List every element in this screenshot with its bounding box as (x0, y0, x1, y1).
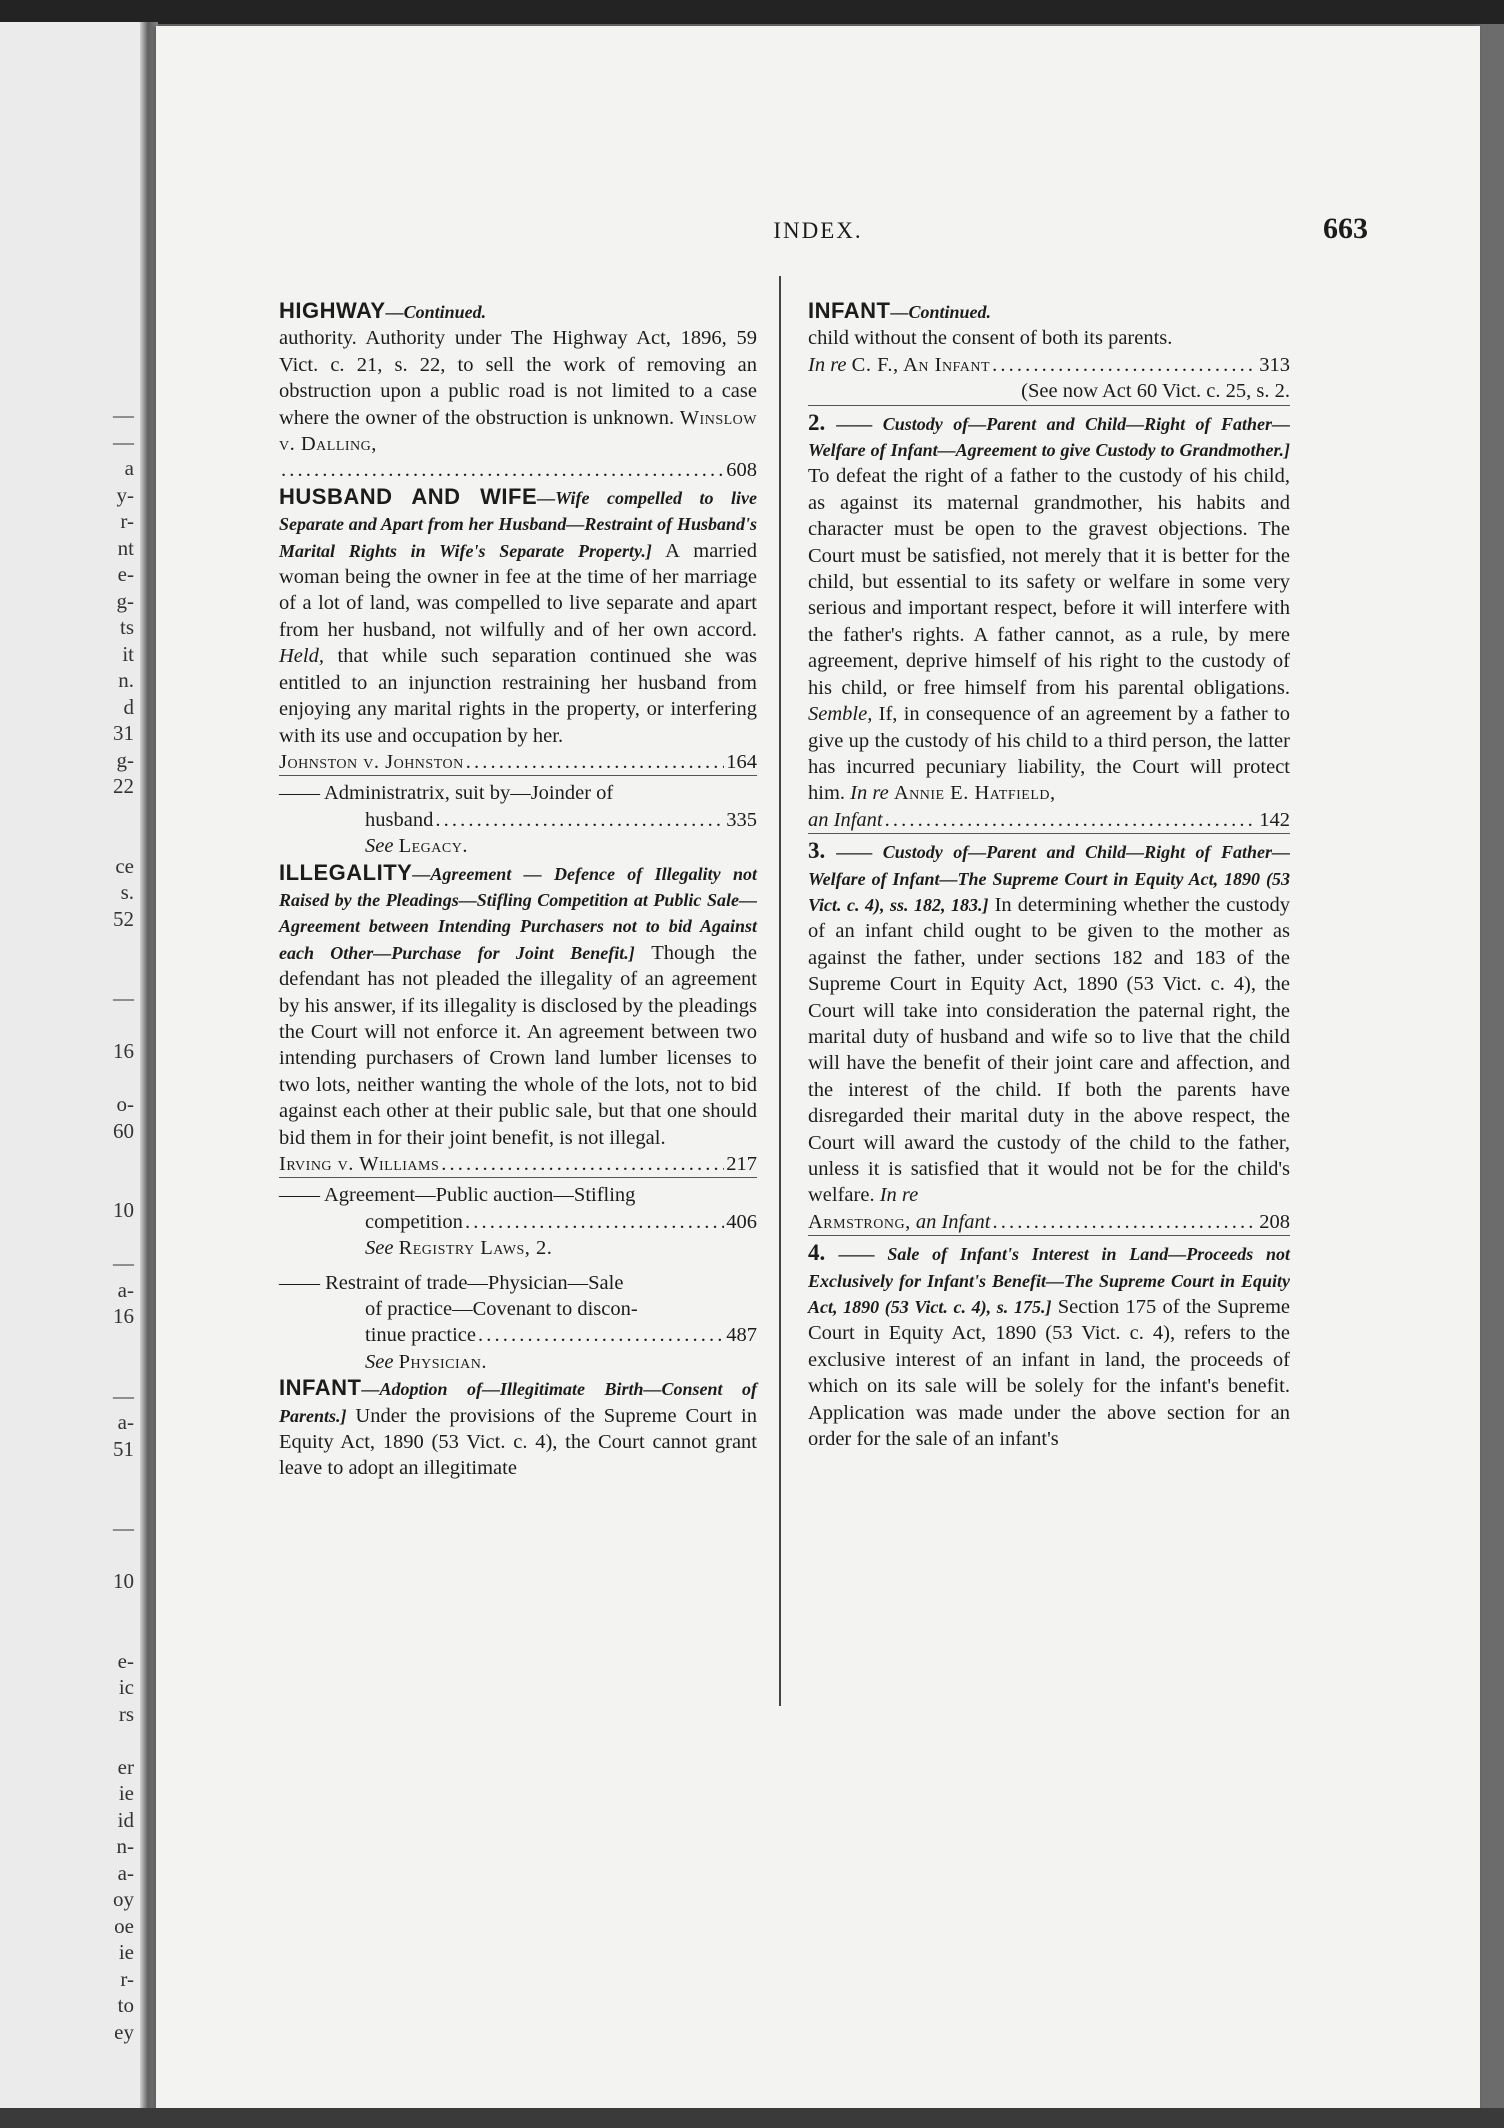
previous-page-fragment: 51 (113, 1436, 134, 1461)
previous-page-fragment: a- (117, 1277, 134, 1302)
previous-page-fragment: a (124, 456, 134, 480)
previous-page-fragment (0, 1012, 140, 1039)
previous-page-fragment: — (113, 1516, 134, 1540)
page-reference: . . . 608 (279, 457, 757, 483)
previous-page-fragment (0, 1144, 140, 1171)
column-divider (779, 276, 781, 1706)
previous-page-fragment: 31 (113, 721, 134, 745)
previous-page-fragment (0, 1065, 140, 1092)
previous-page-fragment: e- (117, 562, 134, 586)
index-page (156, 26, 1480, 2110)
left-column (279, 298, 757, 1482)
case-name: Winslow v. Dalling, (279, 406, 757, 456)
infant-entry-1: child without the consent of both its parents. In re C. F., An Infant . . . 313 (See now Act 60 Vict. c. 25, s. 2. (808, 325, 1290, 404)
previous-page-fragment: — (113, 1383, 134, 1408)
previous-page-fragment: n- (116, 1834, 134, 1858)
previous-page-fragment (0, 1727, 140, 1754)
previous-page-edge (0, 22, 146, 2110)
previous-page-fragment: 60 (113, 1118, 134, 1143)
entry-heading: INFANT (808, 298, 891, 323)
previous-page-fragment (0, 1171, 140, 1198)
previous-page-fragment: s. (120, 880, 134, 904)
page-reference: Johnston v. Johnston . . . 164 (279, 749, 757, 775)
statute-note: (See now Act 60 Vict. c. 25, s. 2. (1021, 380, 1290, 403)
entry-illegality (279, 860, 757, 1376)
infant-entry-4: 4. —— Sale of Infant's Interest in Land—Proceeds not Exclusively for Infant's Benefit—The Supreme Court in Equity Act, 1890 (53 Vict. c. 4), s. 175.] Section 175 of the Supreme Court in Equity Act, 1890 (53 Vict. c. 4), refers to the exclusive interest of an infant in land, the proceeds of which on its sale will be solely for the infant's benefit. Application was made under the above section for an order for the sale of an infant's (808, 1235, 1290, 1452)
previous-page-fragment: a- (117, 1410, 134, 1434)
previous-page-fragment: 10 (113, 1198, 134, 1222)
entry-subject: —— Sale of Infant's Interest in Land—Proceeds not Exclusively for Infant's Benefit—The Supreme Court in Equity Act, 1890 (53 Vict. c. 4), s. 175.] (808, 1244, 1291, 1318)
page-reference: In re C. F., An Infant . . . 313 (808, 352, 1290, 378)
case-name: Johnston v. Johnston (279, 750, 464, 773)
entry-subject: —Wife compelled to live Separate and Apart from her Husband—Restraint of Husband's Marital Rights in Wife's Separate Property.] (279, 487, 757, 561)
previous-page-fragment: id (117, 1807, 134, 1832)
case-name: Irving v. Williams (279, 1153, 440, 1175)
previous-page-fragment: a- (117, 1860, 134, 1885)
previous-page-fragment (0, 800, 140, 827)
previous-page-fragment: y- (116, 482, 134, 507)
entry-text: authority. Authority under The Highway Act, 1896, 59 Vict. c. 21, s. 22, to sell the work of removing an obstruction upon a public road is not limited to a case where the owner of the obstruction is unknown. Winslow v. Dalling, (279, 327, 757, 456)
infant-entry-2: 2. —— Custody of—Parent and Child—Right of Father—Welfare of Infant—Agreement to give Custody to Grandmother.] To defeat the right of a father to the custody of his child, as against its maternal grandmother, his habits and character must be open to the gravest objections. The Court must be satisfied, not merely that it is better for the child, but essential to its safety or welfare in some very serious and important respect, before it will interfere with the father's rights. A father cannot, as a rule, by mere agreement, deprive himself of his right to the custody of his child, or free himself from his parental obligations. Semble, If, in consequence of an agreement by a father to give up the custody of his child to a third person, the latter has incurred pecuniary liability, the Court will protect him. In re Annie E. Hatfield, an Infant . . . 142 (808, 405, 1290, 834)
cross-reference: —— Restraint of trade—Physician—Sale of practice—Covenant to discon- tinue practice . . . 487 See Physician. (279, 1270, 757, 1376)
previous-page-fragment: nt (117, 535, 134, 560)
previous-page-fragment: o- (116, 1092, 134, 1116)
previous-page-fragment: ie (118, 1940, 134, 1964)
previous-page-fragment: — (113, 403, 134, 427)
page-reference: Armstrong, an Infant . . . 208 (808, 1209, 1290, 1235)
previous-page-fragment: ey (114, 2019, 134, 2044)
entry-heading: INFANT (279, 1375, 362, 1401)
entry-number: 3. (808, 838, 826, 864)
previous-page-fragment: ts (119, 615, 134, 639)
previous-page-text-fragments (0, 402, 140, 2045)
entry-number: 4. (808, 1240, 826, 1266)
continued-label: —Continued. (385, 302, 487, 322)
entry-text: HUSBAND AND WIFE—Wife compelled to live Separate and Apart from her Husband—Restraint of Husband's Marital Rights in Wife's Separate Property.] A married woman being the owner in fee at the time of her marriage of a lot of land, was compelled to live separate and apart from her husband, not wilfully and of her own accord. Held, that while such separation continued she was entitled to an injunction restraining her husband from enjoying any marital rights in the property, or interfering with its use and occupation by her. (279, 483, 758, 747)
previous-page-fragment: er (117, 1754, 134, 1779)
entry-subject: —Agreement — Defence of Illegality not Raised by the Pleadings—Stifling Competition at Public Sale—Agreement between Intending Purchasers not to bid Against each Other—Purchase for Joint Benefit.] (279, 863, 757, 963)
previous-page-fragment: 10 (113, 1569, 134, 1593)
previous-page-fragment: — (113, 1251, 134, 1275)
previous-page-fragment (0, 1595, 140, 1622)
entry-number: 2. (808, 409, 826, 435)
previous-page-fragment: r- (120, 1966, 134, 1991)
previous-page-fragment: oe (114, 1913, 134, 1938)
entry-heading: ILLEGALITY (279, 859, 413, 885)
entry-subject: —— Custody of—Parent and Child—Right of Father—Welfare of Infant—The Supreme Court in Equity Act, 1890 (53 Vict. c. 4), ss. 182, 183.] (808, 842, 1290, 915)
scanner-top-border (0, 0, 1504, 24)
previous-page-fragment: — (113, 986, 134, 1010)
page-number: 663 (1323, 212, 1368, 245)
entry-husband-and-wife (279, 484, 757, 860)
previous-page-fragment (0, 1356, 140, 1383)
entry-infant (279, 1375, 757, 1482)
previous-page-fragment: e- (117, 1648, 134, 1673)
previous-page-fragment: d (123, 694, 134, 719)
previous-page-fragment: n. (118, 668, 134, 692)
previous-page-fragment: to (117, 1993, 134, 2017)
previous-page-fragment: g- (116, 747, 134, 772)
previous-page-fragment (0, 959, 140, 986)
cross-reference: —— Agreement—Public auction—Stifling competition . . . 406 See Registry Laws, 2. (279, 1177, 757, 1261)
previous-page-fragment: r- (120, 509, 134, 533)
previous-page-fragment (0, 1489, 140, 1516)
entry-highway (279, 298, 757, 484)
previous-page-fragment: ic (118, 1675, 134, 1699)
cross-reference: —— Administratrix, suit by—Joinder of husband . . . 335 See Legacy. (279, 775, 757, 859)
previous-page-fragment (0, 932, 140, 959)
infant-entry-3: 3. —— Custody of—Parent and Child—Right of Father—Welfare of Infant—The Supreme Court in Equity Act, 1890 (53 Vict. c. 4), ss. 182, 183.] In determining whether the custody of an infant child ought to be given to the mother as against the father, under sections 182 and 183 of the Supreme Court in Equity Act, 1890 (53 Vict. c. 4), the Court will take into consideration the paternal right, the marital duty of husband and wife so to live that the child will have the benefit of their joint care and affection, and the interest of the child. If both the parents have disregarded their marital duty in the above respect, the Court will award the custody of the child to the father, unless it is satisfied that it would not be for the child's welfare. In re Armstrong, an Infant . . . 208 (808, 833, 1290, 1235)
entry-subject: —Adoption of—Illegitimate Birth—Consent of Parents.] (279, 1379, 757, 1426)
case-name: Annie E. Hatfield, (893, 782, 1056, 805)
previous-page-fragment: 16 (113, 1039, 134, 1063)
previous-page-fragment: 22 (113, 774, 134, 798)
previous-page-fragment (0, 1224, 140, 1251)
case-name: C. F., An Infant (851, 353, 991, 376)
previous-page-fragment (0, 1462, 140, 1489)
entry-text: ILLEGALITY—Agreement — Defence of Illegality not Raised by the Pleadings—Stifling Competition at Public Sale—Agreement between Intending Purchasers not to bid Against each Other—Purchase for Joint Benefit.] Though the defendant has not pleaded the illegality of an agreement by his answer, if its illegality is disclosed by the pleadings the Court will not enforce it. An agreement between two intending purchasers of Crown land lumber licenses to two lots, neither wanting the whole of the lots, not to bid against each other at their public sale, but that one should bid them in for their joint benefit, is not illegal. (279, 859, 757, 1149)
page-reference: Irving v. Williams . . . 217 (279, 1151, 757, 1177)
page-reference: an Infant . . . 142 (808, 807, 1290, 833)
entry-heading: HUSBAND AND WIFE (279, 483, 538, 509)
case-name: Armstrong, (808, 1210, 911, 1233)
previous-page-fragment (0, 826, 140, 853)
previous-page-fragment: — (113, 429, 134, 454)
previous-page-fragment: it (122, 641, 134, 666)
entry-heading: HIGHWAY (279, 298, 386, 323)
previous-page-fragment (0, 1330, 140, 1357)
entry-subject: —— Custody of—Parent and Child—Right of Father—Welfare of Infant—Agreement to give Custody to Grandmother.] (808, 413, 1290, 461)
previous-page-fragment: rs (118, 1701, 134, 1726)
continued-label: —Continued. (890, 302, 991, 322)
previous-page-fragment (0, 1621, 140, 1648)
previous-page-fragment: 52 (113, 906, 134, 931)
previous-page-fragment: ie (118, 1781, 134, 1805)
previous-page-fragment: oy (113, 1887, 134, 1911)
previous-page-fragment: g- (116, 588, 134, 613)
scanner-bottom-border (0, 2108, 1504, 2128)
previous-page-fragment (0, 1542, 140, 1569)
previous-page-fragment: ce (115, 853, 134, 878)
entry-text: INFANT—Adoption of—Illegitimate Birth—Consent of Parents.] Under the provisions of the Supreme Court in Equity Act, 1890 (53 Vict. c. 4), the Court cannot grant leave to adopt an illegitimate (279, 1375, 757, 1480)
running-header: INDEX. (773, 218, 863, 243)
previous-page-fragment: 16 (113, 1304, 134, 1328)
right-column (808, 298, 1290, 1452)
